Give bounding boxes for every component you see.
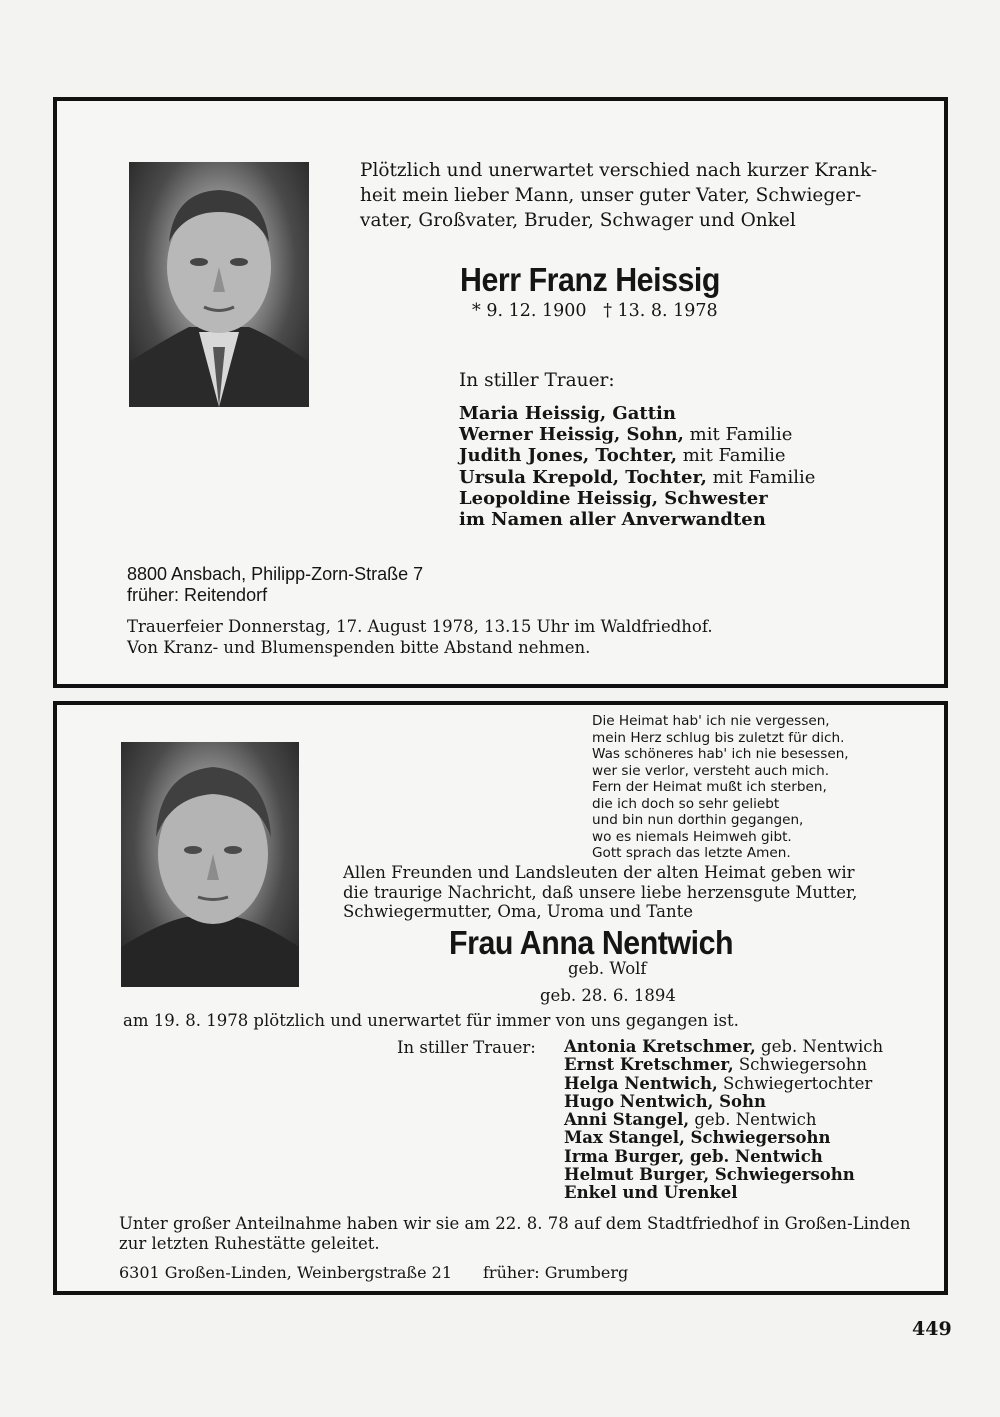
mourners-list (564, 1038, 883, 1203)
mourner-note: mit Familie (677, 445, 786, 467)
mourner-entry (459, 467, 815, 488)
poem-line: die ich doch so sehr geliebt (592, 795, 780, 812)
mourner-name: im Namen aller Anverwandten (459, 509, 766, 531)
funeral-time: Trauerfeier Donnerstag, 17. August 1978, 13.15 Uhr im Waldfriedhof. (127, 617, 713, 636)
mourner-entry (564, 1148, 883, 1166)
former-home: früher: Grumberg (483, 1263, 629, 1282)
page-number: 449 (912, 1318, 952, 1340)
poem (592, 713, 849, 862)
intro-line: Schwiegermutter, Oma, Uroma und Tante (343, 902, 694, 921)
address: 6301 Großen-Linden, Weinbergstraße 21 (119, 1263, 453, 1282)
life-dates: * 9. 12. 1900 † 13. 8. 1978 (472, 301, 718, 321)
poem-line: mein Herz schlug bis zuletzt für dich. (592, 729, 845, 746)
mourner-name: Irma Burger, geb. Nentwich (564, 1146, 823, 1166)
mourner-name: Enkel und Urenkel (564, 1183, 738, 1203)
obituary-notice-heissig (53, 97, 948, 688)
intro-line: Allen Freunden und Landsleuten der alten Heimat geben wir (343, 863, 855, 882)
former-home: früher: Reitendorf (127, 585, 268, 605)
mourning-label: In stiller Trauer: (397, 1038, 536, 1057)
flower-request: Von Kranz- und Blumenspenden bitte Abstand nehmen. (127, 638, 591, 657)
mourner-entry (564, 1075, 883, 1093)
burial-line: zur letzten Ruhestätte geleitet. (119, 1233, 380, 1253)
mourner-note: mit Familie (683, 424, 793, 446)
mourner-name: Antonia Kretschmer, (564, 1037, 756, 1056)
mourner-name: Hugo Nentwich, Sohn (564, 1091, 766, 1111)
birth-date: geb. 28. 6. 1894 (540, 986, 676, 1005)
mourner-name: Leopoldine Heissig, Schwester (459, 487, 768, 509)
funeral-info (127, 616, 713, 658)
mourner-entry (459, 403, 815, 424)
mourner-name: Ernst Kretschmer, (564, 1055, 734, 1075)
mourner-note: Schwiegersohn (733, 1055, 868, 1075)
burial-line: Unter großer Anteilnahme haben wir sie am 22. 8. 78 auf dem Stadtfriedhof in Großen-Linden (119, 1214, 911, 1233)
mourner-entry (459, 488, 815, 509)
mourner-entry (564, 1093, 883, 1111)
burial-info (119, 1214, 910, 1253)
intro-line: Plötzlich und unerwartet verschied nach kurzer Krank- (360, 160, 878, 181)
mourner-entry (564, 1056, 883, 1074)
maiden-name: geb. Wolf (568, 959, 647, 978)
portrait-photo-anna-nentwich (121, 742, 299, 987)
poem-line: wo es niemals Heimweh gibt. (592, 828, 792, 845)
poem-line: Gott sprach das letzte Amen. (592, 845, 791, 861)
address: 8800 Ansbach, Philipp-Zorn-Straße 7 (127, 564, 424, 584)
intro-line: die traurige Nachricht, daß unsere liebe herzensgute Mutter, (343, 882, 858, 902)
mourner-name: Maria Heissig, Gattin (459, 403, 676, 424)
portrait-photo-franz-heissig (129, 162, 309, 407)
deceased-name: Frau Anna Nentwich (449, 924, 734, 961)
passing-statement: am 19. 8. 1978 plötzlich und unerwartet für immer von uns gegangen ist. (123, 1011, 739, 1030)
intro-text (360, 158, 877, 233)
intro-line: vater, Großvater, Bruder, Schwager und Onkel (360, 210, 796, 231)
mourner-entry (564, 1129, 883, 1147)
poem-line: Die Heimat hab' ich nie vergessen, (592, 713, 830, 729)
intro-text (343, 863, 857, 922)
mourner-entry (459, 509, 815, 530)
mourner-entry (459, 424, 815, 445)
mourner-note: geb. Nentwich (755, 1037, 884, 1056)
mourners-list (459, 403, 815, 530)
mourner-entry (459, 445, 815, 466)
mourner-name: Helga Nentwich, (564, 1073, 718, 1093)
mourner-name: Judith Jones, Tochter, (459, 445, 678, 467)
mourner-name: Helmut Burger, Schwiegersohn (564, 1165, 855, 1185)
obituary-notice-nentwich (53, 701, 948, 1295)
deceased-name: Herr Franz Heissig (460, 261, 721, 298)
poem-line: wer sie verlor, versteht auch mich. (592, 762, 830, 779)
poem-line: Was schöneres hab' ich nie besessen, (592, 746, 849, 762)
mourner-entry (564, 1166, 883, 1184)
mourner-name: Werner Heissig, Sohn, (459, 424, 684, 446)
intro-line: heit mein lieber Mann, unser guter Vater, Schwieger- (360, 185, 862, 206)
mourner-entry (564, 1184, 883, 1202)
poem-line: Fern der Heimat mußt ich sterben, (592, 779, 827, 795)
mourner-entry (564, 1038, 883, 1056)
mourner-name: Ursula Krepold, Tochter, (459, 466, 707, 488)
mourner-name: Max Stangel, Schwiegersohn (564, 1128, 831, 1148)
mourner-note: mit Familie (706, 466, 816, 488)
mourner-note: Schwiegertochter (717, 1073, 873, 1093)
mourner-name: Anni Stangel, (564, 1110, 690, 1130)
mourner-note: geb. Nentwich (689, 1110, 817, 1130)
mourner-entry (564, 1111, 883, 1129)
poem-line: und bin nun dorthin gegangen, (592, 812, 804, 828)
address-block (127, 564, 423, 606)
mourning-label: In stiller Trauer: (459, 370, 615, 391)
